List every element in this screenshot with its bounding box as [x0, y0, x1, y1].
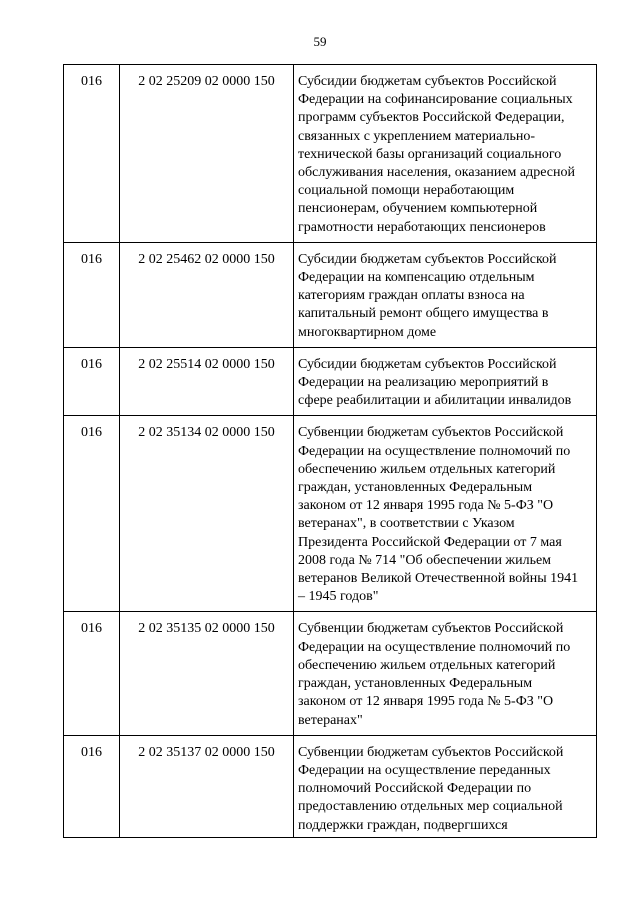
budget-code-cell: 2 02 35134 02 0000 150: [120, 416, 294, 612]
description-line: Субвенции бюджетам субъектов Российской: [298, 744, 564, 760]
budget-code-cell: 2 02 35137 02 0000 150: [120, 735, 294, 837]
description-line: многоквартирном доме: [298, 324, 437, 340]
description-line: полномочий Российской Федерации по: [298, 781, 532, 797]
admin-code-cell: 016: [64, 612, 120, 735]
description-line: Субвенции бюджетам субъектов Российской: [298, 621, 564, 637]
admin-code-cell: 016: [64, 65, 120, 243]
description-line: граждан, установленных Федеральным: [298, 676, 533, 692]
description-line: 2008 года № 714 "Об обеспечении жильем: [298, 552, 552, 568]
table-row: [64, 347, 597, 416]
description-line: законом от 12 января 1995 года № 5-ФЗ "О: [298, 498, 554, 514]
description-line: сфере реабилитации и абилитации инвалидов: [298, 393, 572, 409]
admin-code-cell: 016: [64, 347, 120, 416]
description-cell: [294, 347, 597, 416]
description-line: связанных с укреплением материально-: [298, 128, 535, 144]
description-line: Субвенции бюджетам субъектов Российской: [298, 425, 564, 441]
description-line: пенсионерам, обучением компьютерной: [298, 201, 538, 217]
description-line: обеспечению жильем отдельных категорий: [298, 657, 556, 673]
description-line: технической базы организаций социального: [298, 146, 562, 162]
description-line: категориям граждан оплаты взноса на: [298, 288, 525, 304]
budget-code-cell: 2 02 25462 02 0000 150: [120, 242, 294, 347]
description-line: Федерации на софинансирование социальных: [298, 92, 573, 108]
description-line: поддержки граждан, подвергшихся: [298, 817, 508, 833]
table-row: [64, 416, 597, 612]
description-line: ветеранов Великой Отечественной войны 1941: [298, 571, 579, 587]
description-line: Президента Российской Федерации от 7 мая: [298, 534, 562, 550]
description-line: законом от 12 января 1995 года № 5-ФЗ "О: [298, 694, 554, 710]
table-row: [64, 65, 597, 243]
table-row: [64, 612, 597, 735]
description-line: предоставлению отдельных мер социальной: [298, 799, 563, 815]
description-line: Субсидии бюджетам субъектов Российской: [298, 251, 557, 267]
table-row: [64, 242, 597, 347]
description-line: обеспечению жильем отдельных категорий: [298, 461, 556, 477]
description-line: Федерации на компенсацию отдельным: [298, 270, 535, 286]
description-line: Федерации на осуществление переданных: [298, 762, 551, 778]
description-line: программ субъектов Российской Федерации,: [298, 110, 565, 126]
description-line: обслуживания населения, оказанием адресной: [298, 165, 575, 181]
description-line: Субсидии бюджетам субъектов Российской: [298, 74, 557, 89]
budget-classification-table: [63, 64, 597, 838]
description-line: ветеранах", в соответствии с Указом: [298, 516, 515, 532]
admin-code-cell: 016: [64, 416, 120, 612]
description-line: Субсидии бюджетам субъектов Российской: [298, 356, 557, 372]
description-line: социальной помощи неработающим: [298, 183, 515, 199]
budget-code-cell: 2 02 25514 02 0000 150: [120, 347, 294, 416]
description-line: – 1945 годов": [298, 589, 379, 605]
description-line: граждан, установленных Федеральным: [298, 480, 533, 496]
description-cell: [294, 416, 597, 612]
page-number: 59: [313, 34, 327, 49]
admin-code-cell: 016: [64, 242, 120, 347]
budget-code-cell: 2 02 25209 02 0000 150: [120, 65, 294, 243]
description-line: Федерации на осуществление полномочий по: [298, 443, 571, 459]
description-cell: [294, 735, 597, 837]
budget-code-cell: 2 02 35135 02 0000 150: [120, 612, 294, 735]
description-line: ветеранах": [298, 712, 363, 728]
admin-code-cell: 016: [64, 735, 120, 837]
description-line: Федерации на реализацию мероприятий в: [298, 375, 549, 391]
description-line: капитальный ремонт общего имущества в: [298, 306, 549, 322]
description-line: грамотности неработающих пенсионеров: [298, 219, 546, 235]
description-cell: [294, 65, 597, 243]
description-cell: [294, 612, 597, 735]
table-row: [64, 735, 597, 837]
description-cell: [294, 242, 597, 347]
description-line: Федерации на осуществление полномочий по: [298, 639, 571, 655]
